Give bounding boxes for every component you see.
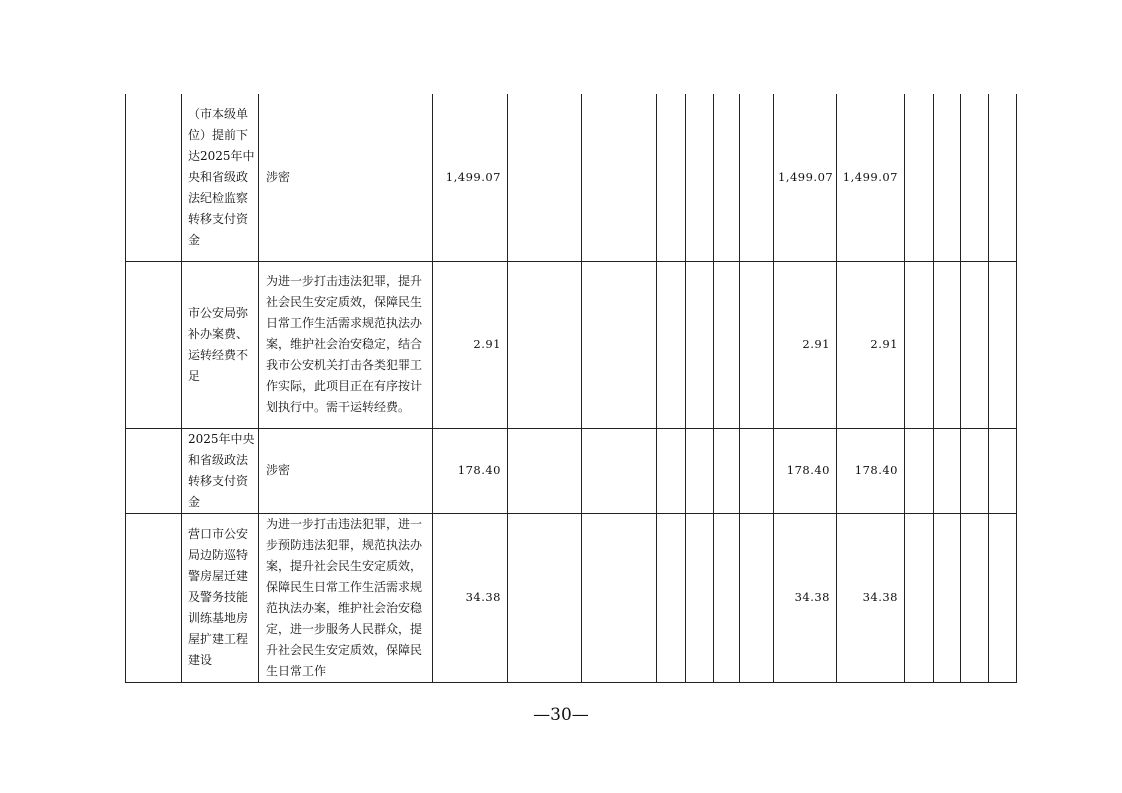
project-description-cell: 为进一步打击违法犯罪，进一步预防违法犯罪，规范执法办案，提升社会民生安定质效，保障民生日常工作生活需求规范执法办案，维护社会治安稳定，进一步服务人民群众，提升社会民生安定质效，保障民生日常工作 <box>259 513 433 682</box>
project-name-cell: 营口市公安局边防巡特警房屋迁建及警务技能训练基地房屋扩建工程建设 <box>182 513 259 682</box>
amount-cell: 2.91 <box>774 261 837 428</box>
total-amount-cell: 178.40 <box>433 428 508 513</box>
empty-cell <box>126 94 182 261</box>
amount-cell: 1,499.07 <box>837 94 905 261</box>
project-description-cell: 为进一步打击违法犯罪，提升社会民生安定质效，保障民生日常工作生活需求规范执法办案，维护社会治安稳定，结合我市公安机关打击各类犯罪工作实际，此项目正在有序按计划执行中。需干运转经费。 <box>259 261 433 428</box>
amount-cell: 1,499.07 <box>774 94 837 261</box>
amount-cell: 34.38 <box>837 513 905 682</box>
empty-cell <box>126 261 182 428</box>
total-amount-cell: 1,499.07 <box>433 94 508 261</box>
project-name-cell: （市本级单位）提前下达2025年中央和省级政法纪检监察转移支付资金 <box>182 94 259 261</box>
amount-cell: 2.91 <box>837 261 905 428</box>
project-name-cell: 2025年中央和省级政法转移支付资金 <box>182 428 259 513</box>
amount-cell: 178.40 <box>774 428 837 513</box>
amount-cell: 178.40 <box>837 428 905 513</box>
table-row <box>126 261 1017 428</box>
total-amount-cell: 2.91 <box>433 261 508 428</box>
table-row <box>126 94 1017 261</box>
empty-cell <box>126 428 182 513</box>
page-number: —30— <box>533 705 589 725</box>
total-amount-cell: 34.38 <box>433 513 508 682</box>
project-name-cell: 市公安局弥补办案费、运转经费不足 <box>182 261 259 428</box>
table-row <box>126 428 1017 513</box>
project-description-cell: 涉密 <box>259 428 433 513</box>
table-row <box>126 513 1017 682</box>
empty-cell <box>126 513 182 682</box>
amount-cell: 34.38 <box>774 513 837 682</box>
budget-table <box>125 94 1017 683</box>
project-description-cell: 涉密 <box>259 94 433 261</box>
